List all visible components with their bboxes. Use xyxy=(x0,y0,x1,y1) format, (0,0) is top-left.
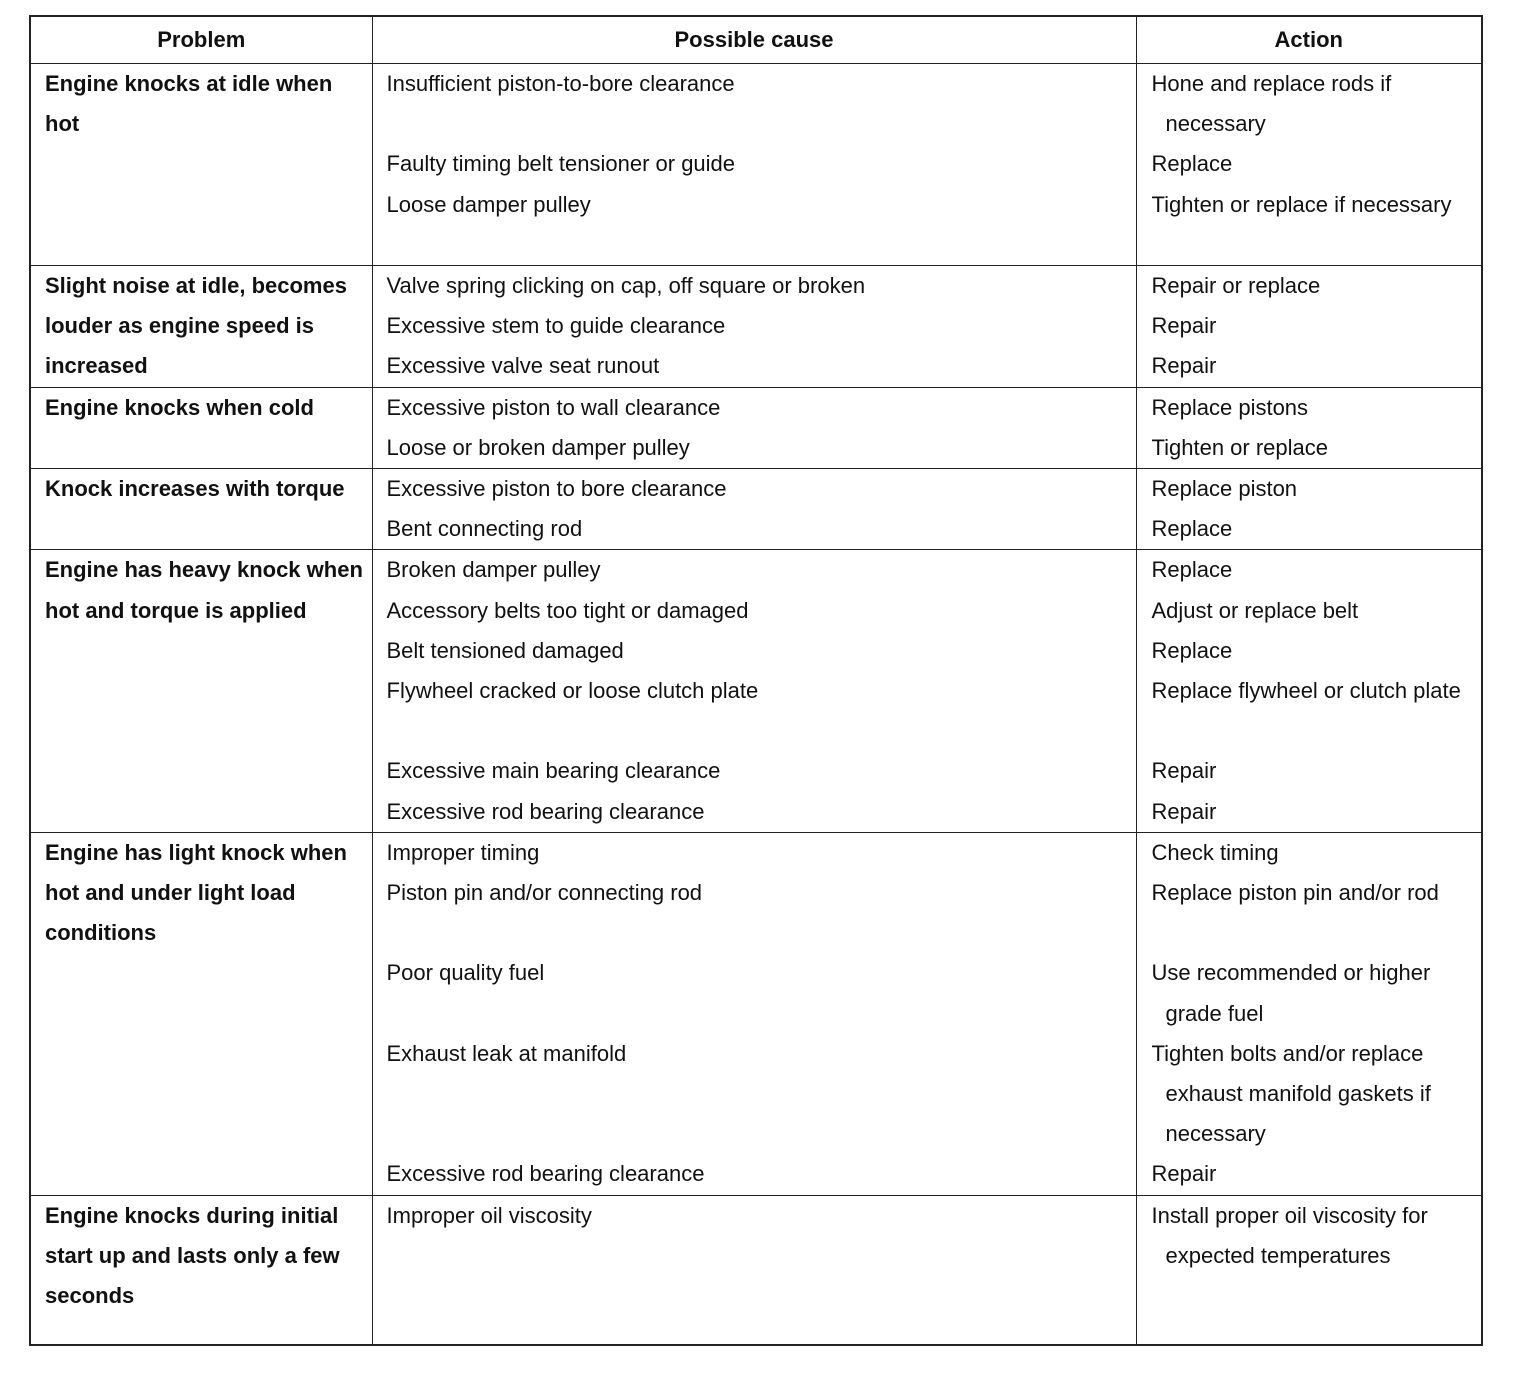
action-text: Tighten bolts and/or replace exhaust manifold gaskets if necessary xyxy=(1151,1040,1431,1147)
table-row xyxy=(30,469,1482,550)
action-text: Repair or replace xyxy=(1151,273,1321,298)
possible-cause-text: Valve spring clicking on cap, off square or broken xyxy=(386,273,866,298)
action-text: Repair xyxy=(1151,353,1217,379)
problem-cell: Knock increases with torque xyxy=(30,469,372,550)
possible-cause-text: Excessive rod bearing clearance xyxy=(386,798,705,824)
action-cell xyxy=(1136,64,1482,266)
action-text: Adjust or replace belt xyxy=(1151,597,1359,623)
action-text: Repair xyxy=(1151,798,1217,824)
action-text: Replace xyxy=(1151,151,1233,177)
possible-cause-text: Poor quality fuel xyxy=(386,960,545,986)
possible-cause-text: Excessive valve seat runout xyxy=(386,353,660,379)
possible-cause-cell xyxy=(372,832,1136,1195)
problem-cell: Engine has light knock when hot and under light load conditions xyxy=(30,832,372,1195)
table-row xyxy=(30,64,1482,266)
possible-cause-text: Flywheel cracked or loose clutch plate xyxy=(386,677,759,703)
troubleshooting-sheet xyxy=(29,15,1481,1346)
action-text: Repair xyxy=(1151,758,1217,784)
possible-cause-text: Belt tensioned damaged xyxy=(386,637,624,663)
problem-cell: Slight noise at idle, becomes louder as engine speed is increased xyxy=(30,266,372,388)
action-text: Replace piston pin and/or rod xyxy=(1151,880,1439,906)
possible-cause-text: Excessive main bearing clearance xyxy=(386,758,721,784)
action-text: Repair xyxy=(1151,1161,1217,1187)
possible-cause-text: Insufficient piston-to-bore clearance xyxy=(386,71,735,96)
possible-cause-cell xyxy=(372,550,1136,832)
action-text: Check timing xyxy=(1151,839,1279,865)
possible-cause-cell xyxy=(372,1195,1136,1345)
possible-cause-text: Improper oil viscosity xyxy=(386,1202,592,1228)
action-cell xyxy=(1136,550,1482,832)
header-action: Action xyxy=(1136,16,1482,64)
possible-cause-text: Improper timing xyxy=(386,839,540,865)
action-cell xyxy=(1136,266,1482,388)
possible-cause-text: Excessive piston to wall clearance xyxy=(386,394,721,420)
header-problem: Problem xyxy=(30,16,372,64)
action-text: Replace xyxy=(1151,557,1233,583)
possible-cause-cell xyxy=(372,469,1136,550)
table-row xyxy=(30,550,1482,832)
action-cell xyxy=(1136,387,1482,468)
action-text: Tighten or replace xyxy=(1151,434,1329,460)
possible-cause-text: Accessory belts too tight or damaged xyxy=(386,597,749,623)
action-text: Install proper oil viscosity for expected temperatures xyxy=(1151,1202,1428,1268)
action-text: Replace xyxy=(1151,516,1233,542)
action-text: Replace pistons xyxy=(1151,394,1309,420)
problem-cell: Engine knocks at idle when hot xyxy=(30,64,372,266)
possible-cause-text: Broken damper pulley xyxy=(386,557,601,583)
action-text: Hone and replace rods if necessary xyxy=(1151,71,1392,137)
possible-cause-text: Loose or broken damper pulley xyxy=(386,434,690,460)
possible-cause-text: Faulty timing belt tensioner or guide xyxy=(386,151,736,177)
action-text: Replace piston xyxy=(1151,476,1298,502)
table-row xyxy=(30,832,1482,1195)
action-cell xyxy=(1136,469,1482,550)
action-cell xyxy=(1136,832,1482,1195)
problem-cell: Engine knocks during initial start up and lasts only a few seconds xyxy=(30,1195,372,1345)
header-row xyxy=(30,16,1482,64)
action-text: Replace flywheel or clutch plate xyxy=(1151,678,1461,704)
action-text: Replace xyxy=(1151,637,1233,663)
problem-cell: Engine has heavy knock when hot and torque is applied xyxy=(30,550,372,832)
table-body xyxy=(30,64,1482,1346)
action-text: Repair xyxy=(1151,313,1217,339)
troubleshooting-table xyxy=(29,15,1483,1346)
possible-cause-text: Excessive stem to guide clearance xyxy=(386,313,726,339)
possible-cause-text: Piston pin and/or connecting rod xyxy=(386,880,703,906)
possible-cause-text: Excessive rod bearing clearance xyxy=(386,1161,705,1187)
action-cell xyxy=(1136,1195,1482,1345)
table-row xyxy=(30,266,1482,388)
action-text: Use recommended or higher grade fuel xyxy=(1151,960,1431,1026)
header-possible-cause: Possible cause xyxy=(372,16,1136,64)
table-row xyxy=(30,1195,1482,1345)
possible-cause-text: Loose damper pulley xyxy=(386,191,591,217)
possible-cause-text: Exhaust leak at manifold xyxy=(386,1040,627,1066)
action-text: Tighten or replace if necessary xyxy=(1151,191,1452,217)
possible-cause-cell xyxy=(372,266,1136,388)
possible-cause-text: Bent connecting rod xyxy=(386,516,583,542)
possible-cause-text: Excessive piston to bore clearance xyxy=(386,476,727,502)
problem-cell: Engine knocks when cold xyxy=(30,387,372,468)
possible-cause-cell xyxy=(372,387,1136,468)
table-row xyxy=(30,387,1482,468)
possible-cause-cell xyxy=(372,64,1136,266)
